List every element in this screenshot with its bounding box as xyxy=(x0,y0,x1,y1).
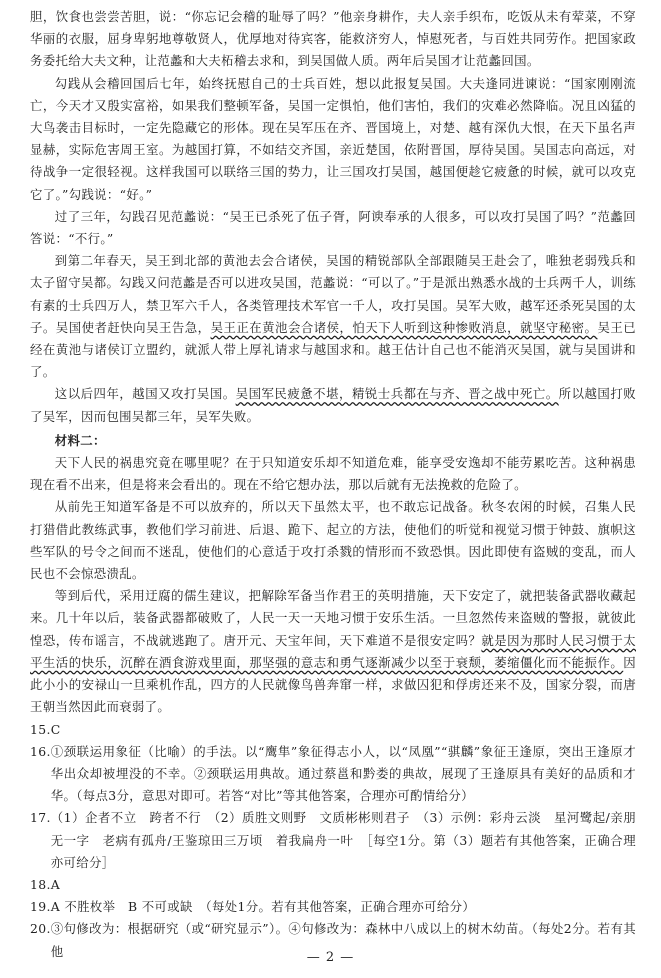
answer-text: A xyxy=(50,876,61,892)
material2-paragraph: 天下人民的祸患究竟在哪里呢？在于只知道安乐却不知道危难，能享受安逸却不能劳累吃苦。这种祸患现在看不出来，但是将来会看出的。现在不给它想办法，那以后就有无法挽救的危险了。 xyxy=(30,455,636,493)
page-number: — 2 — xyxy=(306,950,355,965)
answer-number: 17. xyxy=(30,810,51,826)
answer-item xyxy=(30,719,636,741)
material2-paragraph xyxy=(30,585,636,718)
answer-text: A 不胜枚举 B 不可或缺 （每处1分。若有其他答案，正确合理亦可给分） xyxy=(50,899,476,915)
text-segment: 到第二年春天，吴王到北部的黄池去会合诸侯，吴国的精锐部队全部跟随吴王赴会了，唯独老弱残兵和太子留守吴都。勾践又问范蠡是否可以进攻吴国，范蠡说：“可以了。”于是派出熟悉水战的士兵两千人，训练有素的士兵四万人，禁卫军六千人，各类管理技术军官一千人，攻打吴国。吴军大败，越军还杀死吴国的太子。吴国使者赶快向吴王告急， xyxy=(30,253,636,335)
answer-number: 15. xyxy=(30,721,51,737)
answer-item xyxy=(30,896,636,918)
answer-item xyxy=(30,741,636,808)
text-segment: 所以越国打败了吴军，因而包围吴都三年，吴军失败。 xyxy=(30,386,636,424)
answer-number: 16. xyxy=(30,743,51,759)
answer-text: ③句修改为：根据研究（或“研究显示”）。④句修改为：森林中八成以上的树木幼苗。（每处2分。若有其他 xyxy=(50,921,636,959)
document-page xyxy=(30,6,636,963)
material1-paragraph xyxy=(30,383,636,427)
text-segment: 吴王已经在黄池与诸侯订立盟约，就派人带上厚礼请求与越国求和。越王估计自己也不能消灭吴国，就与吴国讲和了。 xyxy=(30,319,637,380)
answer-number: 19. xyxy=(30,899,51,915)
text-segment: 这以后四年，越国又攻打吴国。 xyxy=(54,386,236,402)
text-segment: 等到后代，采用迂腐的儒生建议，把解除军备当作君王的英明措施，天下安定了，就把装备武器收藏起来。几十年以后，装备武器都破败了，人民一天一天地习惯于安乐生活。一旦忽然传来盗贼的警报，就彼此惶恐，传布谣言，不战就逃跑了。唐开元、天宝年间，天下难道不是很安定吗？ xyxy=(30,588,636,648)
material1-paragraph: 胆，饮食也尝尝苦胆，说：“你忘记会稽的耻辱了吗？”他亲身耕作，夫人亲手织布，吃饭从未有荤菜，不穿华丽的衣服，屈身卑躬地尊敬贤人，优厚地对待宾客，能救济穷人，悼慰死者，与百姓共同劳作。把国家政务委托给大夫文种，让范蠡和大夫柘稽去求和，到吴国做人质。两年后吴国才让范蠡回国。 xyxy=(30,9,636,69)
underlined-sentence: 吴国军民疲惫不堪，精锐士兵都在与齐、晋之战中死亡。 xyxy=(235,386,559,402)
answer-number: 18. xyxy=(30,876,51,892)
answer-item xyxy=(30,874,636,896)
material2-paragraph: 从前先王知道军备是不可以放弃的，所以天下虽然太平，也不敢忘记战备。秋冬农闲的时候，召集人民打猎借此教练武事，教他们学习前进、后退、跪下、起立的方法，使他们的听觉和视觉习惯于钟鼓、旗帜这些军队的号令之间而不迷乱，使他们的心意适于攻打杀戮的情形而不致恐惧。因此即使有盗贼的变乱，而人民也不会惊恐溃乱。 xyxy=(30,499,636,582)
material1-paragraph xyxy=(30,250,636,383)
answer-text: （1）企者不立 跨者不行 （2）质胜文则野 文质彬彬则君子 （3）示例：彩舟云淡 星河鹭起/亲朋无一字 老病有孤舟/王鉴琼田三万顷 着我扁舟一叶 ［每空1分。第（3）题若有其他答案，正确合理亦可给分］ xyxy=(50,810,636,870)
underlined-sentence: 就是因为那时人民习惯于太平生活的快乐，沉醉在酒食游戏里面，那坚强的意志和勇气逐渐减少以至于衰颓，萎缩僵化而不能振作。 xyxy=(30,632,636,670)
answer-number: 20. xyxy=(30,921,51,937)
underlined-sentence: 吴王正在黄池会合诸侯，怕天下人听到这种惨败消息，就坚守秘密。 xyxy=(210,319,598,335)
text-segment: 因此小小的安禄山一旦乘机作乱，四方的人民就像鸟兽奔窜一样，求做囚犯和俘虏还来不及，国家分裂，而唐王朝当然因此而衰弱了。 xyxy=(30,654,636,715)
answer-text: ①颈联运用象征（比喻）的手法。以“鹰隼”象征得志小人，以“凤凰”“骐麟”象征王逢原，突出王逢原才华出众却被埋没的不幸。②颈联运用典故。通过蔡邕和黔娄的典故，展现了王逢原具有美好的品质和才华。（每点3分，意思对即可。若答“对比”等其他答案，合理亦可酌情给分） xyxy=(50,743,636,804)
answer-text: C xyxy=(50,721,61,737)
material1-paragraph: 勾践从会稽回国后七年，始终抚慰自己的士兵百姓，想以此报复吴国。大夫逢同进谏说：“国家刚刚流亡，今天才又殷实富裕，如果我们整顿军备，吴国一定惧怕，他们害怕，我们的灾难必然降临。况且凶猛的大鸟袭击目标时，一定先隐藏它的形体。现在吴军压在齐、晋国境上，对楚、越有深仇大恨，在天下虽名声显赫，实际危害周王室。为越国打算，不如结交齐国，亲近楚国，依附晋国，厚待吴国。吴国志向高远，对待战争一定很轻视。这样我国可以联络三国的势力，让三国攻打吴国，越国便趁它疲惫的时候，就可以攻克它了。”勾践说：“好。” xyxy=(30,75,636,202)
answer-item xyxy=(30,807,636,874)
material1-paragraph: 过了三年，勾践召见范蠡说：“吴王已杀死了伍子胥，阿谀奉承的人很多，可以攻打吴国了吗？”范蠡回答说：“不行。” xyxy=(30,208,636,247)
material2-heading: 材料二： xyxy=(54,432,106,448)
